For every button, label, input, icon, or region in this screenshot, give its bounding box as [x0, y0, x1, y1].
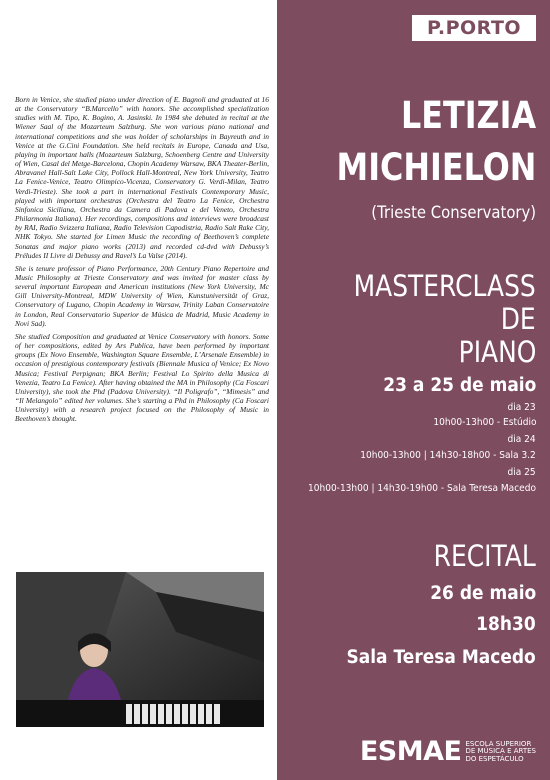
schedule-detail-1: 10h00-13h00 - Estúdio	[432, 417, 536, 428]
esmae-name-line2: DE MÚSICA E ARTES	[465, 747, 536, 756]
recital-venue: Sala Teresa Macedo	[346, 647, 536, 668]
masterclass-title-line2: DE	[501, 302, 536, 336]
masterclass-title-line3: PIANO	[458, 335, 536, 369]
schedule-detail-3: 10h00-13h00 | 14h30-19h00 - Sala Teresa Macedo	[308, 483, 536, 494]
recital-title: RECITAL	[433, 539, 536, 573]
artist-institution: (Trieste Conservatory)	[371, 203, 536, 222]
pianist-photo	[16, 572, 264, 727]
recital-time: 18h30	[476, 614, 536, 635]
esmae-acronym: ESMAE	[359, 736, 462, 767]
artist-last-name: MICHIELON	[336, 146, 536, 189]
esmae-name-line3: DO ESPETÁCULO	[465, 754, 524, 763]
schedule-detail-2: 10h00-13h00 | 14h30-18h00 - Sala 3.2	[360, 450, 536, 461]
biography	[15, 95, 269, 427]
artist-first-name: LETIZIA	[400, 94, 536, 137]
bio-paragraph-2: She is tenure professor of Piano Performance, 20th Century Piano Repertoire and Music Philosophy at Trieste Conservatory and was invited for master class by several important European and American institutions (New York University, Mc Gill University-Montreal, MDW University of Wien, Kunstuniversität of Graz, Conservatory of Lugano, Chopin Academy in Warsaw, Trinity Laban Conservatoire in London, Real Conservatorio Superior de Música de Madrid, Music Academy in Novi Sad).	[15, 263, 269, 328]
recital-date: 26 de maio	[429, 583, 536, 604]
porto-logo: P.PORTO	[412, 15, 536, 41]
schedule-day-3: dia 25	[507, 467, 536, 478]
pianist-photo-art	[16, 572, 264, 727]
right-column	[277, 0, 550, 780]
esmae-name-line1: ESCOLA SUPERIOR	[465, 739, 532, 748]
bio-paragraph-3: She studied Composition and graduated at Venice Conservatory with honors. Some of her compositions, edited by Ars Publica, have been performed by important groups (Ex Novo Ensemble, Washington Square Ensemble, L’Arsenale Ensemble) in occasion of prestigious contemporary festivals (Biennale Musica of Venice; Ex Novo Musica; Festival Perpignan; BKA Berlin; Festival Lo Spirito della Musica di Venezia, Teatro La Fenice). After having obtained the MA in Philosophy (Ca Foscari University), she took the Phd (Padova University). “Il Poligrafo”, “Mimesis” and “Il Melangolo” edited her volumes. She’s starting a Phd in Philosophy (Ca Foscari University) with a research project focused on the Philosophy of Music in Beethoven’s thought.	[15, 331, 269, 424]
masterclass-dates: 23 a 25 de maio	[382, 375, 536, 396]
schedule-day-2: dia 24	[507, 434, 536, 445]
masterclass-title-line1: MASTERCLASS	[353, 269, 536, 303]
esmae-full-name	[465, 741, 536, 764]
esmae-logo	[360, 738, 536, 766]
schedule-day-1: dia 23	[507, 402, 536, 413]
bio-paragraph-1: Born in Venice, she studied piano under direction of E. Bagnoli and graduated at 16 at the Conservatory “B.Marcello” with honors. She accomplished specialization studies with M. Tipo, K. Bogino, A. Jasinski. In 1984 she debuted in recital at the Wiener Saal of the Mozarteum Salzburg. She won various piano national and international competitions and she was holder of scholarships in Bayreuth and in Venice at the G.Cini Foundation. She held recitals in Europe, Canada and Usa, playing in important halls (Mozarteum Salzburg, Schoenberg Centre and University of Wien, Casal del Metge-Barcelona, Chopin Academy Warsaw, BKA Theater-Berlin, Abravanel Hall-Salt Lake City, Pollock Hall-Montreal, New York University, Teatro La Fenice-Venice, Teatro Olimpico-Vicenza, Conservatory G. Verdi-Milan, Teatro Verdi-Trieste). She took a part in international Festivals Contemporary Music, played with important orchestras (Orchestra del Teatro La Fenice, Orchestra Sinfonica Siciliana, Orchestra da Camera di Padova e del Veneto, Orchestra Philarmonia Italiana). Her recordings, compositions and interviews were broadcast by RAI, Radio Svizzera Italiana, Radio Television Capodistria, Radio Salt Rake City, NHK Tokyo. She started for Limen Music the recording of Beethoven’s complete Sonatas and major piano works (2013) and recorded cd-dvd with Debussy’s Préludes II Livre di Debussy and Ravel’s La Valse (2014).	[15, 95, 269, 260]
